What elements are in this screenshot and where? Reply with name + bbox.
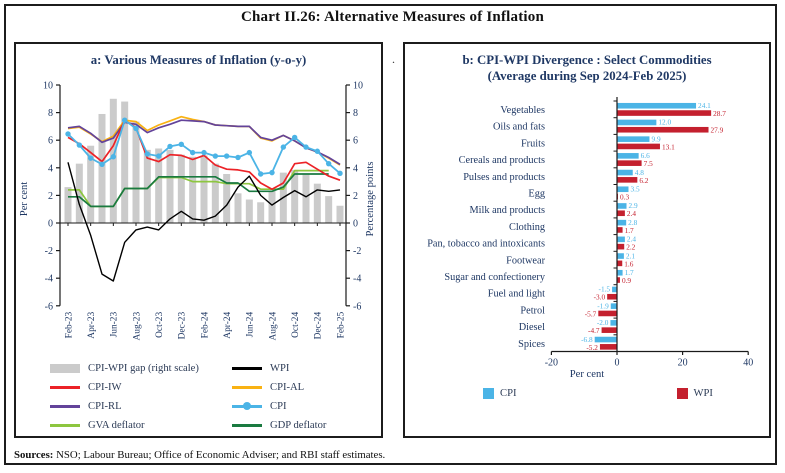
category-label: Fruits	[520, 138, 545, 150]
gap-bar	[246, 200, 253, 223]
value-label: -1.5	[598, 284, 611, 294]
legend-swatch	[50, 386, 80, 388]
svg-text:-6: -6	[44, 301, 53, 313]
wpi-bar	[617, 177, 637, 183]
legend-item-cpi	[232, 401, 375, 412]
value-label: 0.9	[621, 275, 632, 285]
svg-text:Aug-23: Aug-23	[132, 311, 143, 341]
cpi-marker	[213, 153, 218, 158]
legend-item-gdp-deflator	[232, 420, 375, 431]
gap-bar	[201, 155, 208, 223]
y-axis-title-left: Per cent	[19, 181, 30, 217]
cpi-marker	[224, 153, 229, 158]
cpi-marker	[77, 142, 82, 147]
panel-b-title-line1: b: CPI-WPI Divergence : Select Commodities	[462, 53, 712, 67]
cpi-bar	[612, 287, 617, 293]
cpi-marker	[201, 150, 206, 155]
svg-text:Oct-23: Oct-23	[155, 311, 166, 338]
value-label: -6.8	[581, 334, 593, 344]
legend-label: GDP deflator	[270, 419, 327, 431]
cpi-marker	[88, 155, 93, 160]
cpi-bar	[617, 220, 626, 226]
panel-a-various-measures	[14, 42, 383, 438]
svg-text:10: 10	[353, 80, 363, 92]
cpi-bar	[617, 120, 656, 126]
panel-b-title-line2: (Average during Sep 2024-Feb 2025)	[487, 68, 687, 83]
svg-text:Feb-25: Feb-25	[336, 311, 347, 339]
category-label: Milk and products	[469, 205, 545, 217]
wpi-bar	[617, 110, 711, 116]
svg-text:Apr-23: Apr-23	[87, 311, 98, 339]
svg-text:20: 20	[677, 357, 688, 369]
sources-label: Sources:	[14, 449, 54, 461]
legend-label: GVA deflator	[88, 419, 145, 431]
value-label: -4.7	[588, 326, 600, 336]
svg-text:Feb-23: Feb-23	[64, 311, 75, 339]
value-label: 7.5	[643, 159, 653, 169]
cpi-marker	[167, 144, 172, 149]
legend-swatch	[677, 388, 688, 399]
cpi-marker	[179, 142, 184, 147]
legend-item-cpi-iw	[50, 382, 232, 393]
category-label: Diesel	[518, 322, 545, 334]
svg-text:Apr-24: Apr-24	[223, 311, 234, 339]
cpi-marker	[235, 155, 240, 160]
svg-text:-4: -4	[353, 273, 362, 285]
category-label: Spices	[518, 338, 545, 350]
legend-swatch	[232, 386, 262, 388]
category-label: Petrol	[520, 305, 545, 317]
legend-marker-dot	[243, 402, 251, 410]
cpi-marker	[337, 171, 342, 176]
legend-swatch	[50, 424, 80, 426]
legend-label: CPI-IW	[88, 381, 122, 393]
cpi-marker	[65, 131, 70, 136]
category-label: Cereals and products	[458, 155, 545, 167]
value-label: 24.1	[698, 100, 711, 110]
svg-text:8: 8	[48, 108, 53, 120]
chart-a-legend	[16, 359, 381, 431]
cpi-bar	[610, 320, 617, 326]
cpi-marker	[269, 170, 274, 175]
svg-text:4: 4	[353, 163, 358, 175]
wpi-bar	[600, 344, 617, 350]
svg-text:2: 2	[48, 190, 53, 202]
chart-b-legend	[405, 388, 769, 399]
value-label: 3.5	[630, 184, 640, 194]
cpi-marker	[258, 171, 263, 176]
category-label: Pulses and products	[463, 171, 545, 183]
value-label: 2.4	[626, 209, 636, 219]
cpi-marker	[281, 144, 286, 149]
cpi-bar	[617, 270, 623, 276]
cpi-bar	[617, 153, 639, 159]
legend-label: CPI-AL	[270, 381, 305, 393]
legend-swatch	[50, 364, 80, 373]
legend-swatch	[483, 388, 494, 399]
cpi-marker	[247, 150, 252, 155]
wpi-bar	[617, 227, 623, 233]
legend-item-cpi-al	[232, 382, 375, 393]
svg-text:Jun-23: Jun-23	[109, 311, 120, 338]
cpi-marker	[122, 117, 127, 122]
value-label: 2.2	[626, 242, 636, 252]
value-label: 2.9	[628, 201, 638, 211]
legend-item-cpi-wpi-gap-right-scale-	[50, 363, 232, 374]
value-label: -5.7	[584, 309, 597, 319]
cpi-marker	[99, 162, 104, 167]
cpi-marker	[111, 154, 116, 159]
cpi-bar	[617, 103, 696, 109]
svg-text:2: 2	[353, 190, 358, 202]
sources-text: NSO; Labour Bureau; Office of Economic Adviser; and RBI staff estimates.	[56, 449, 386, 461]
svg-text:-2: -2	[353, 246, 362, 258]
gap-bar	[269, 191, 276, 223]
wpi-bar	[617, 261, 622, 267]
value-label: 13.1	[661, 142, 675, 152]
value-label: 2.8	[628, 217, 638, 227]
gap-bar	[337, 206, 344, 223]
cpi-bar	[595, 337, 617, 343]
gap-bar	[189, 157, 196, 223]
svg-text:0: 0	[48, 218, 53, 230]
legend-item-cpi-rl	[50, 401, 232, 412]
value-label: 27.9	[710, 125, 724, 135]
cpi-marker	[156, 153, 161, 158]
wpi-bar	[617, 210, 625, 216]
category-label: Clothing	[508, 221, 545, 233]
svg-text:-2: -2	[44, 246, 53, 258]
value-label: 4.8	[634, 167, 644, 177]
svg-text:6: 6	[353, 135, 358, 147]
category-label: Vegetables	[500, 104, 545, 116]
legend-swatch	[232, 405, 262, 407]
svg-text:10: 10	[43, 80, 53, 92]
svg-text:0: 0	[353, 218, 358, 230]
svg-text:Oct-24: Oct-24	[291, 311, 302, 338]
wpi-bar	[617, 160, 642, 166]
category-label: Egg	[528, 188, 545, 200]
bars-and-labels	[427, 101, 726, 352]
svg-text:0: 0	[614, 357, 620, 369]
svg-text:-6: -6	[353, 301, 362, 313]
svg-text:6: 6	[48, 135, 53, 147]
cpi-bar	[617, 203, 627, 209]
legend-item-wpi	[232, 363, 375, 374]
svg-text:Jun-24: Jun-24	[245, 311, 256, 338]
svg-text:40: 40	[743, 357, 754, 369]
value-label: 2.4	[626, 234, 636, 244]
legend-label: CPI	[500, 387, 517, 399]
stray-dot: .	[392, 52, 395, 66]
wpi-bar	[617, 244, 624, 250]
legend-label: CPI	[270, 400, 287, 412]
gap-bar	[257, 202, 264, 223]
value-label: -3.0	[593, 292, 606, 302]
wpi-bar	[617, 144, 660, 150]
value-label: 9.9	[651, 134, 661, 144]
panel-b-cpi-wpi-divergence	[403, 42, 771, 438]
cpi-bar	[617, 237, 625, 243]
gap-bar	[110, 99, 117, 223]
cpi-marker	[315, 149, 320, 154]
category-label: Pan, tobacco and intoxicants	[427, 238, 545, 250]
cpi-marker	[190, 150, 195, 155]
cpi-bar	[617, 186, 628, 192]
value-label: 0.3	[619, 192, 630, 202]
legend-swatch	[50, 405, 80, 407]
svg-text:Dec-23: Dec-23	[177, 311, 188, 340]
cpi-bar	[617, 170, 633, 176]
wpi-bar	[602, 327, 617, 333]
svg-text:Aug-24: Aug-24	[268, 311, 279, 341]
gap-bar	[167, 150, 174, 223]
svg-text:Feb-24: Feb-24	[200, 311, 211, 339]
legend-label: CPI-RL	[88, 400, 122, 412]
gap-bar	[235, 193, 242, 223]
figure-title: Chart II.26: Alternative Measures of Inflation	[240, 9, 545, 25]
value-label: -1.9	[597, 301, 609, 311]
svg-text:-4: -4	[44, 273, 53, 285]
cpi-marker	[292, 135, 297, 140]
legend-label: WPI	[270, 362, 290, 374]
sources-note	[14, 449, 385, 461]
value-label: 1.7	[624, 267, 634, 277]
category-label: Sugar and confectionery	[444, 271, 545, 283]
legend-swatch	[232, 424, 262, 426]
value-label: 6.2	[639, 175, 649, 185]
legend-item-wpi	[677, 388, 713, 399]
cpi-bar	[617, 253, 624, 259]
value-label: 2.1	[625, 251, 636, 261]
legend-label: CPI-WPI gap (right scale)	[88, 362, 199, 374]
cpi-marker	[145, 151, 150, 156]
divergence-bar-chart	[405, 95, 769, 371]
cpi-marker	[326, 161, 331, 166]
wpi-bar	[598, 311, 617, 317]
category-label: Footwear	[506, 255, 545, 267]
value-label: -2.0	[596, 318, 609, 328]
value-label: 6.6	[640, 151, 650, 161]
wpi-bar	[617, 127, 709, 133]
series-GDP deflator	[68, 174, 329, 206]
cpi-bar	[617, 136, 649, 142]
value-label: -5.2	[586, 342, 598, 352]
gap-bar	[303, 173, 310, 223]
value-label: 12.0	[658, 117, 672, 127]
gap-bar	[65, 187, 72, 223]
svg-text:4: 4	[48, 163, 53, 175]
svg-text:-20: -20	[544, 357, 559, 369]
category-label: Oils and fats	[492, 121, 545, 133]
legend-label: WPI	[693, 387, 713, 399]
value-label: 28.7	[713, 108, 726, 118]
cpi-marker	[303, 144, 308, 149]
cpi-bar	[611, 303, 617, 309]
legend-item-cpi	[483, 388, 517, 399]
gap-bar	[325, 196, 332, 223]
y-axis-title-right: Percentage points	[365, 161, 376, 237]
legend-item-gva-deflator	[50, 420, 232, 431]
panel-a-title: a: Various Measures of Inflation (y-o-y)	[90, 53, 307, 67]
x-axis-title: Per cent	[569, 368, 605, 380]
cpi-marker	[133, 126, 138, 131]
wpi-bar	[607, 294, 617, 300]
legend-swatch	[232, 367, 262, 369]
inflation-line-chart	[16, 71, 381, 359]
svg-text:8: 8	[353, 108, 358, 120]
value-label: 1.6	[624, 259, 634, 269]
value-label: 1.7	[624, 225, 634, 235]
svg-text:Dec-24: Dec-24	[313, 311, 324, 340]
category-label: Fuel and light	[487, 288, 545, 300]
